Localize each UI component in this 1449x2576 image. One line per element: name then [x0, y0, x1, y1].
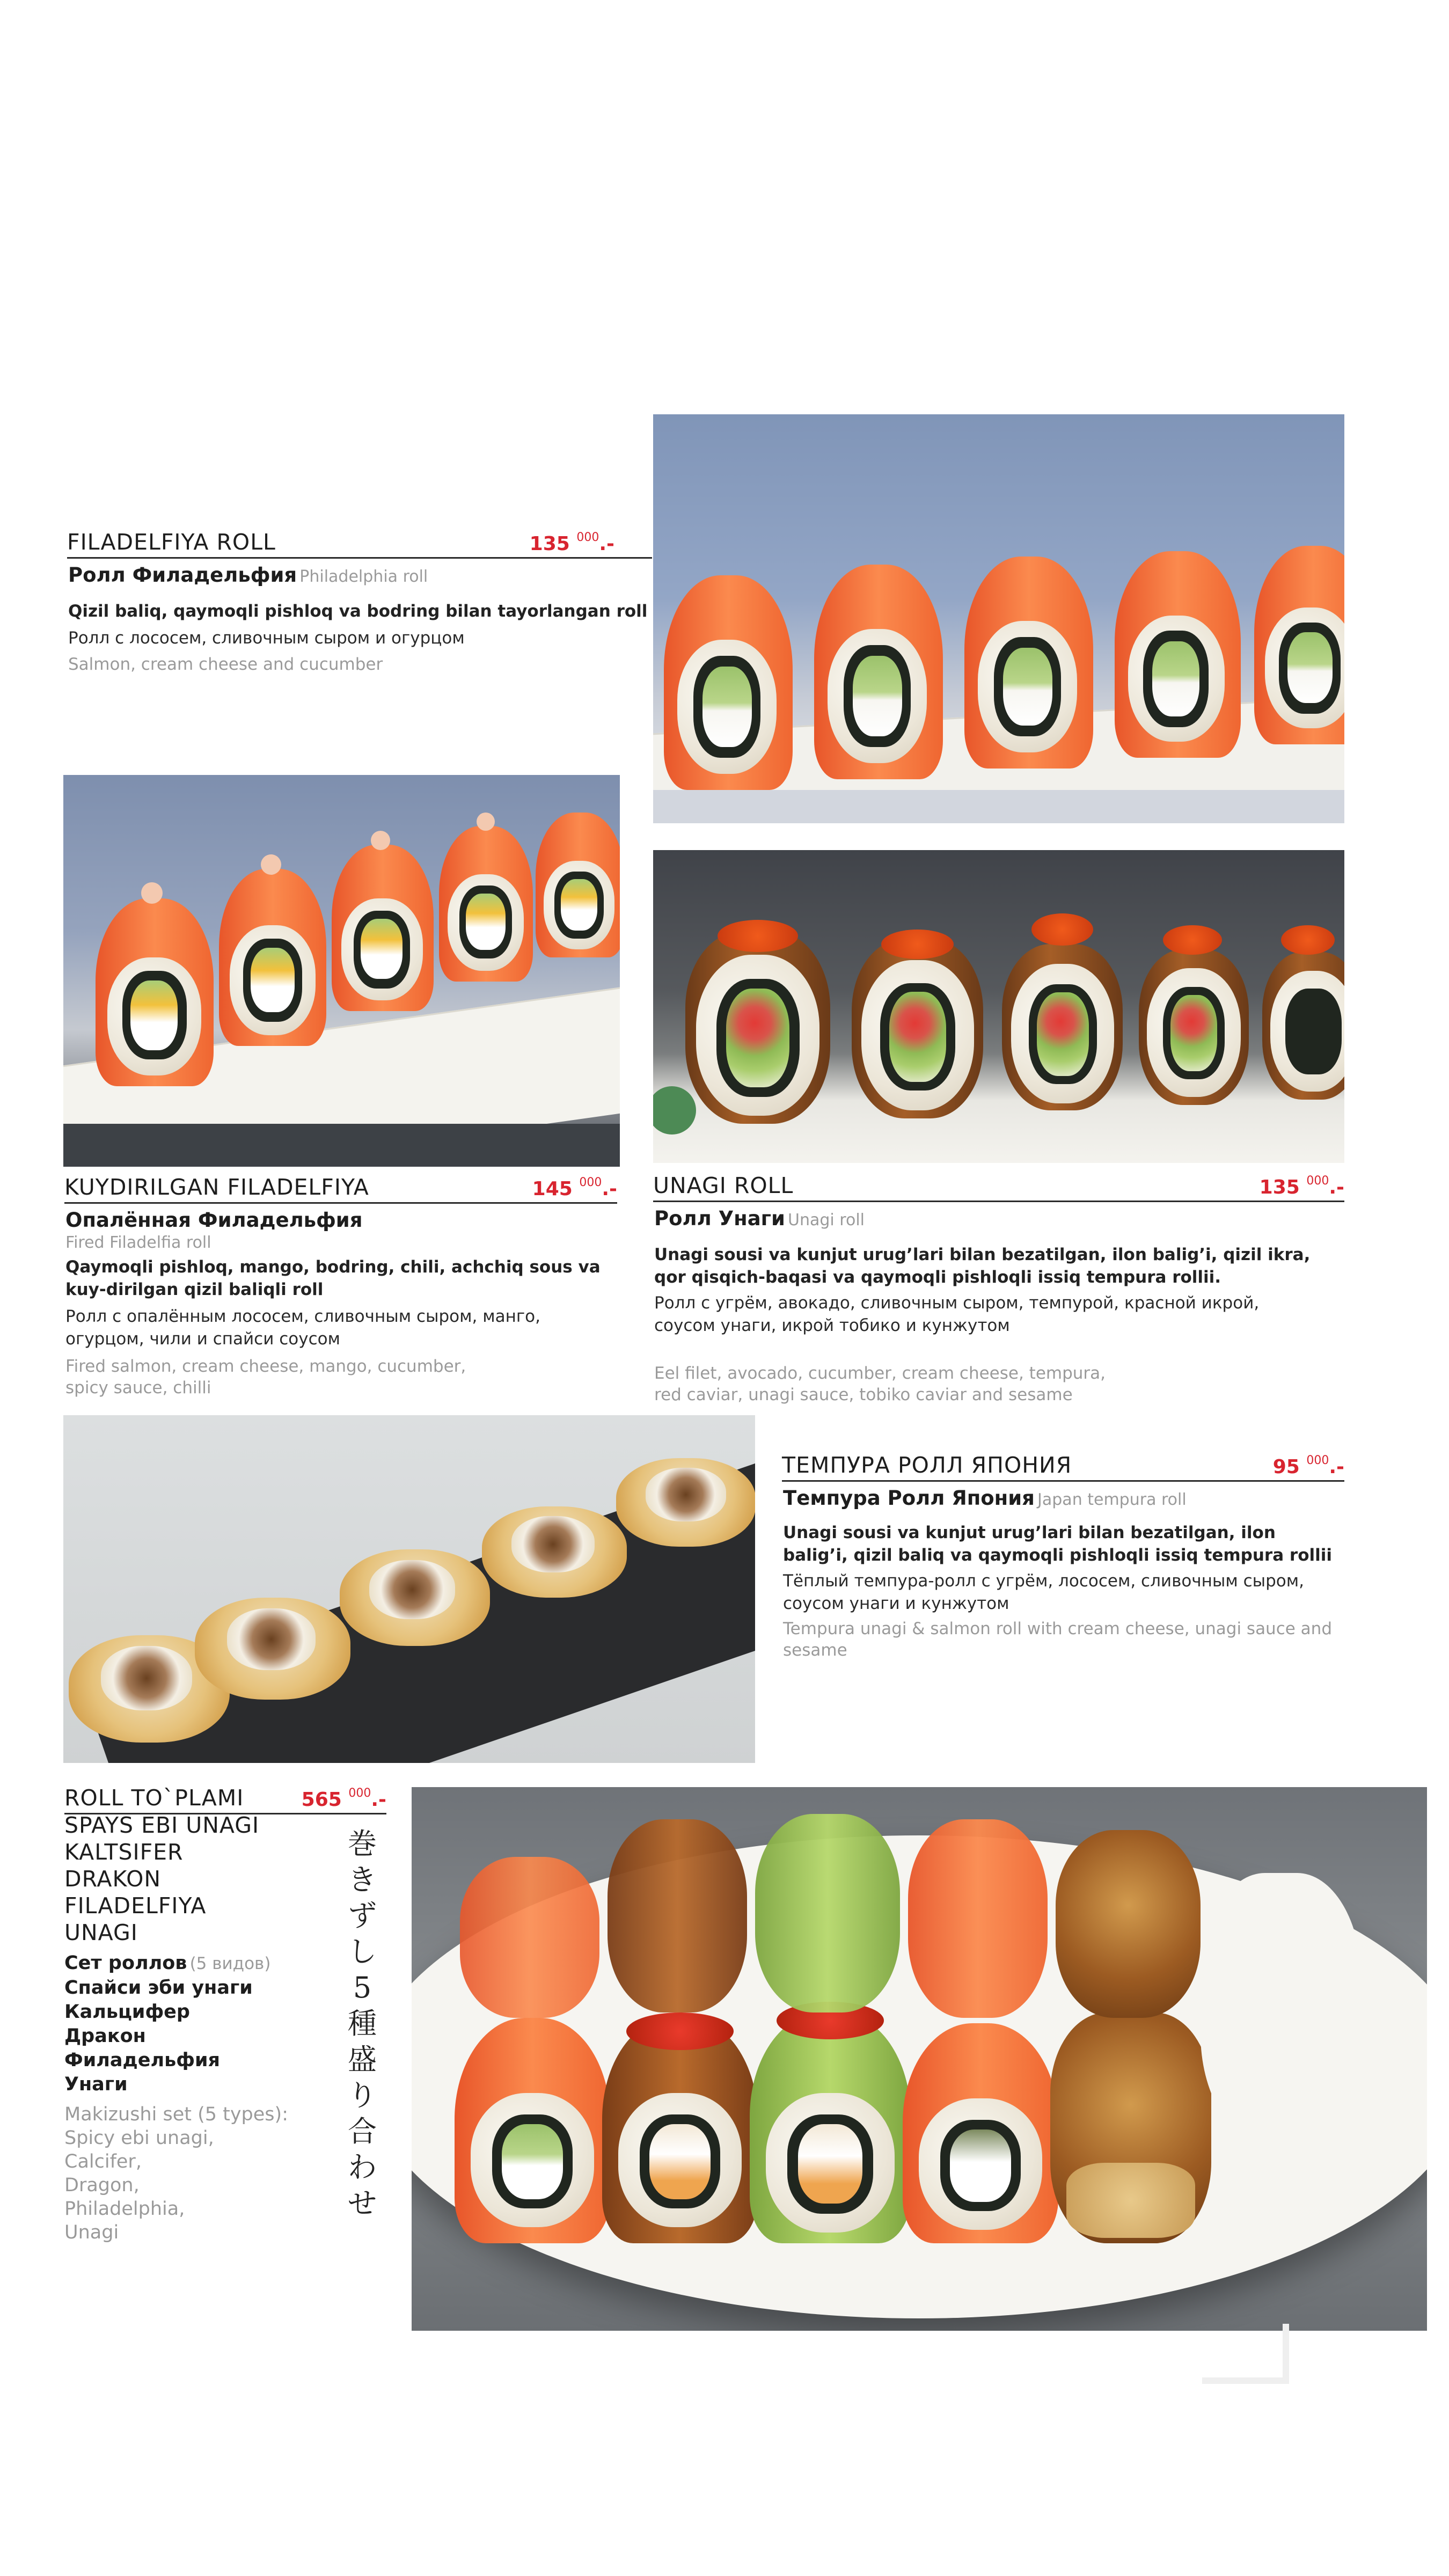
description-ru: Тёплый темпура-ролл с угрём, лососем, сливочным сыром, соусом унаги и кунжутом [783, 1571, 1305, 1613]
jp-char: り [348, 2079, 377, 2112]
set-item-ru: Кальцифер [64, 2001, 190, 2023]
set-item-ru: Унаги [64, 2074, 128, 2095]
jp-char: わ [348, 2150, 377, 2184]
en-title: Unagi roll [788, 1211, 865, 1230]
menu-item-roll-set [64, 1787, 386, 2259]
description-en: Salmon, cream cheese and cucumber [68, 655, 383, 674]
item-price: 145 $^{000}$.- [532, 1176, 617, 1200]
set-item-uz: FILADELFIYA [64, 1893, 207, 1919]
item-header [64, 1787, 386, 1814]
item-subtitle [654, 1207, 865, 1230]
photo-filadelfiya-roll [653, 414, 1344, 823]
set-item-en: Dragon, [64, 2175, 140, 2196]
photo-unagi-roll [653, 850, 1344, 1163]
jp-char: 盛 [348, 2043, 377, 2076]
item-subtitle [783, 1487, 1187, 1510]
jp-char: せ [348, 2186, 377, 2220]
item-header [67, 531, 652, 559]
jp-char: 巻 [348, 1827, 377, 1861]
set-ru-count: (5 видов) [189, 1954, 271, 1973]
item-header [64, 1176, 617, 1204]
item-title: UNAGI ROLL [653, 1173, 794, 1198]
photo-roll-set [412, 1787, 1427, 2331]
en-title: Japan tempura roll [1037, 1490, 1187, 1509]
ru-title: Опалённая Филадельфия [65, 1209, 363, 1232]
item-header [782, 1454, 1344, 1482]
jp-char: し [348, 1935, 377, 1968]
set-ru-heading [64, 1951, 270, 1975]
set-item-uz: KALTSIFER [64, 1839, 184, 1865]
jp-char: 種 [348, 2007, 377, 2040]
description-ru: Ролл с опалённым лососем, сливочным сыром, манго, огурцом, чили и спайси соусом [65, 1307, 540, 1349]
set-item-en: Unagi [64, 2222, 119, 2243]
photo-tempura-roll [63, 1415, 755, 1763]
set-item-ru: Дракон [64, 2025, 146, 2047]
item-title: KUYDIRILGAN FILADELFIYA [64, 1174, 369, 1200]
set-list-uz [64, 1812, 259, 1946]
item-title: FILADELFIYA ROLL [67, 529, 276, 555]
jp-char: ず [348, 1899, 377, 1933]
description-uz: Unagi sousi va kunjut urug’lari bilan bezatilgan, ilon balig’i, qizil ikra, qor qisqich-baqasi va qaymoqli pishloqli issiq tempura rollii. [654, 1245, 1311, 1287]
set-item-uz: UNAGI [64, 1920, 138, 1945]
set-item-ru: Спайси эби унаги [64, 1977, 253, 1999]
set-item-en: Calcifer, [64, 2151, 142, 2172]
description-uz: Qaymoqli pishloq, mango, bodring, chili, achchiq sous va kuy-dirilgan qizil baliqli roll [65, 1257, 601, 1299]
ru-title: Ролл Филадельфия [68, 564, 297, 587]
description-en: Tempura unagi & salmon roll with cream cheese, unagi sauce and sesame [783, 1619, 1332, 1660]
menu-item-filadelfiya [67, 531, 652, 692]
menu-item-tempura [782, 1454, 1344, 1680]
item-header [653, 1175, 1344, 1202]
set-item-en: Spicy ebi unagi, [64, 2127, 214, 2149]
description-uz: Qizil baliq, qaymoqli pishloq va bodring bilan tayorlangan roll [68, 602, 648, 621]
set-list-en [64, 2103, 288, 2244]
set-en-title: Makizushi set (5 types): [64, 2104, 288, 2125]
set-item-ru: Филадельфия [64, 2050, 220, 2071]
photo-kuydirilgan-filadelfiya [63, 775, 620, 1167]
item-price: 565 $^{000}$.- [301, 1787, 386, 1811]
en-title: Fired Filadelfia roll [65, 1233, 211, 1252]
set-item-uz: SPAYS EBI UNAGI [64, 1812, 260, 1838]
en-title: Philadelphia roll [299, 567, 428, 586]
jp-char: 合 [348, 2114, 377, 2148]
item-price: 135 $^{000}$.- [529, 531, 614, 555]
description-ru: Ролл с угрём, авокадо, сливочным сыром, темпурой, красной икрой, соусом унаги, икрой тобико и кунжутом [654, 1293, 1260, 1335]
description-ru: Ролл с лососем, сливочным сыром и огурцом [68, 628, 465, 648]
set-list-ru [64, 1976, 253, 2097]
description-en: Fired salmon, cream cheese, mango, cucumber, spicy sauce, chilli [65, 1357, 466, 1397]
set-item-uz: DRAKON [64, 1866, 162, 1892]
set-ru-title: Сет роллов [64, 1952, 187, 1974]
item-price: 135 $^{000}$.- [1259, 1174, 1344, 1198]
jp-char: 5 [353, 1971, 372, 2004]
description-uz: Unagi sousi va kunjut urug’lari bilan bezatilgan, ilon balig’i, qizil baliq va qaymoqli pishloqli issiq tempura rollii [783, 1523, 1333, 1565]
item-price: 95 $^{000}$.- [1272, 1454, 1344, 1478]
jp-char: き [348, 1863, 377, 1897]
menu-item-kuydirilgan [64, 1176, 617, 1407]
item-subtitle [68, 564, 428, 587]
item-title: ROLL TO`PLAMI [64, 1785, 244, 1811]
description-en: Eel filet, avocado, cucumber, cream cheese, tempura, red caviar, unagi sauce, tobiko caviar and sesame [654, 1364, 1106, 1404]
menu-item-unagi [653, 1175, 1344, 1411]
item-title: ТЕМПУРА РОЛЛ ЯПОНИЯ [782, 1452, 1072, 1478]
decorative-frame [1202, 2324, 1289, 2384]
set-item-en: Philadelphia, [64, 2198, 185, 2220]
japanese-vertical-title [346, 1826, 378, 2221]
ru-title: Темпура Ролл Япония [783, 1487, 1035, 1510]
ru-title: Ролл Унаги [654, 1207, 785, 1230]
